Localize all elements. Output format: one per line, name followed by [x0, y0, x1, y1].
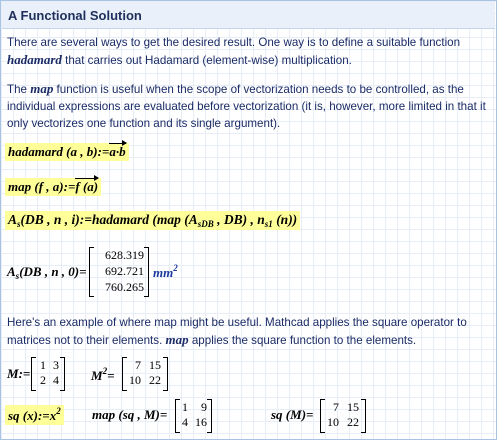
As-value-0: 628.319: [105, 248, 144, 262]
sq-definition[interactable]: [5, 405, 64, 425]
matrix-right-bracket: [144, 247, 149, 297]
mapsq-cell: 1: [182, 400, 188, 414]
As-args: (DB , n , i): [20, 212, 80, 227]
mapsq-cell: 16: [195, 415, 207, 429]
example-fn-name: map: [165, 332, 189, 347]
As-rhs-a: hadamard (map (A: [92, 212, 198, 227]
As-value-2: 760.265: [105, 280, 144, 294]
M-cell: 1: [40, 358, 46, 372]
sqM-lhs: sq (M)=: [271, 407, 314, 422]
define-operator: :=: [37, 408, 50, 423]
sqM-cell: 10: [327, 415, 339, 429]
sq-exponent: 2: [56, 406, 61, 416]
As-rhs-sub1: sDB: [197, 219, 214, 229]
map-fn-name: map: [30, 81, 54, 96]
unit-exponent: 2: [173, 263, 178, 273]
As-result-lhs: [7, 264, 87, 281]
section-title: A Functional Solution: [8, 8, 142, 23]
equals-sign: =: [79, 264, 87, 279]
M2-cell: 15: [149, 358, 161, 372]
M-cell: 2: [40, 373, 46, 387]
text-region-intro[interactable]: [7, 34, 491, 69]
mapsq-lhs: map (sq , M)=: [92, 407, 168, 422]
As-lhs-sub: s: [17, 219, 21, 229]
M2-lhs: $M^2=$: [91, 366, 115, 383]
hadamard-lhs: hadamard (a , b): [8, 144, 98, 159]
hadamard-rhs: a·b: [109, 144, 126, 159]
example-text-a: Here's an example of where map might be useful. Mathcad applies the square operator to matrices not to their elements.: [7, 316, 467, 347]
map-text-a: The: [7, 83, 31, 96]
title-region: [2, 2, 495, 29]
As-rhs-sub2: s1: [264, 219, 273, 229]
map-text-b: function is useful when the scope of vectorization needs to be controlled, as the individual expressions are evaluated before vectorization (it is, however, more limited in that it only vectorizes one function and its single argument).: [7, 83, 486, 130]
map-rhs: f (a): [75, 179, 99, 194]
M-cell: 4: [53, 373, 59, 387]
intro-text-b: that carries out Hadamard (element-wise) multiplication.: [61, 54, 352, 67]
mapsq-cell: 4: [182, 415, 188, 429]
As-result-args: (DB , n , 0): [19, 264, 80, 279]
map-definition[interactable]: [5, 178, 101, 196]
intro-text-a: There are several ways to get the desired result. One way is to define a suitable function: [7, 36, 461, 49]
mapsq-cell: 9: [201, 400, 207, 414]
As-lhs: A: [8, 212, 18, 227]
unit-placeholder[interactable]: [153, 263, 178, 281]
define-operator: :=: [97, 144, 110, 159]
M-lhs: M:=: [7, 366, 31, 381]
text-region-example[interactable]: [7, 314, 491, 349]
As-result-name: A: [7, 264, 16, 279]
As-rhs-b: , DB) , n: [213, 212, 265, 227]
As-definition[interactable]: [5, 211, 300, 230]
sqM-cell: 22: [347, 415, 359, 429]
M2-cell: 22: [149, 373, 161, 387]
intro-fn-name: hadamard: [7, 52, 62, 67]
sq-rhs: x: [49, 408, 57, 423]
example-text-b: applies the square function to the elements.: [188, 334, 417, 347]
As-rhs-c: (n)): [272, 212, 298, 227]
sqM-cell: 15: [347, 400, 359, 414]
M-cell: 3: [53, 358, 59, 372]
M2-cell: 7: [135, 358, 141, 372]
sq-lhs: sq (x): [8, 408, 38, 423]
map-lhs: map (f , a): [8, 179, 64, 194]
matrix-right-bracket: [207, 399, 212, 433]
matrix-right-bracket: [163, 357, 168, 391]
hadamard-definition[interactable]: [5, 143, 129, 161]
sqM-cell: 7: [333, 400, 339, 414]
matrix-right-bracket: [60, 357, 65, 391]
As-value-1: 692.721: [105, 264, 144, 278]
define-operator: :=: [63, 179, 76, 194]
define-operator: :=: [79, 212, 92, 227]
text-region-map[interactable]: [7, 80, 491, 132]
M2-cell: 10: [129, 373, 141, 387]
matrix-right-bracket: [361, 399, 366, 433]
As-result-sub: s: [15, 271, 20, 281]
unit-text: mm: [153, 265, 174, 280]
